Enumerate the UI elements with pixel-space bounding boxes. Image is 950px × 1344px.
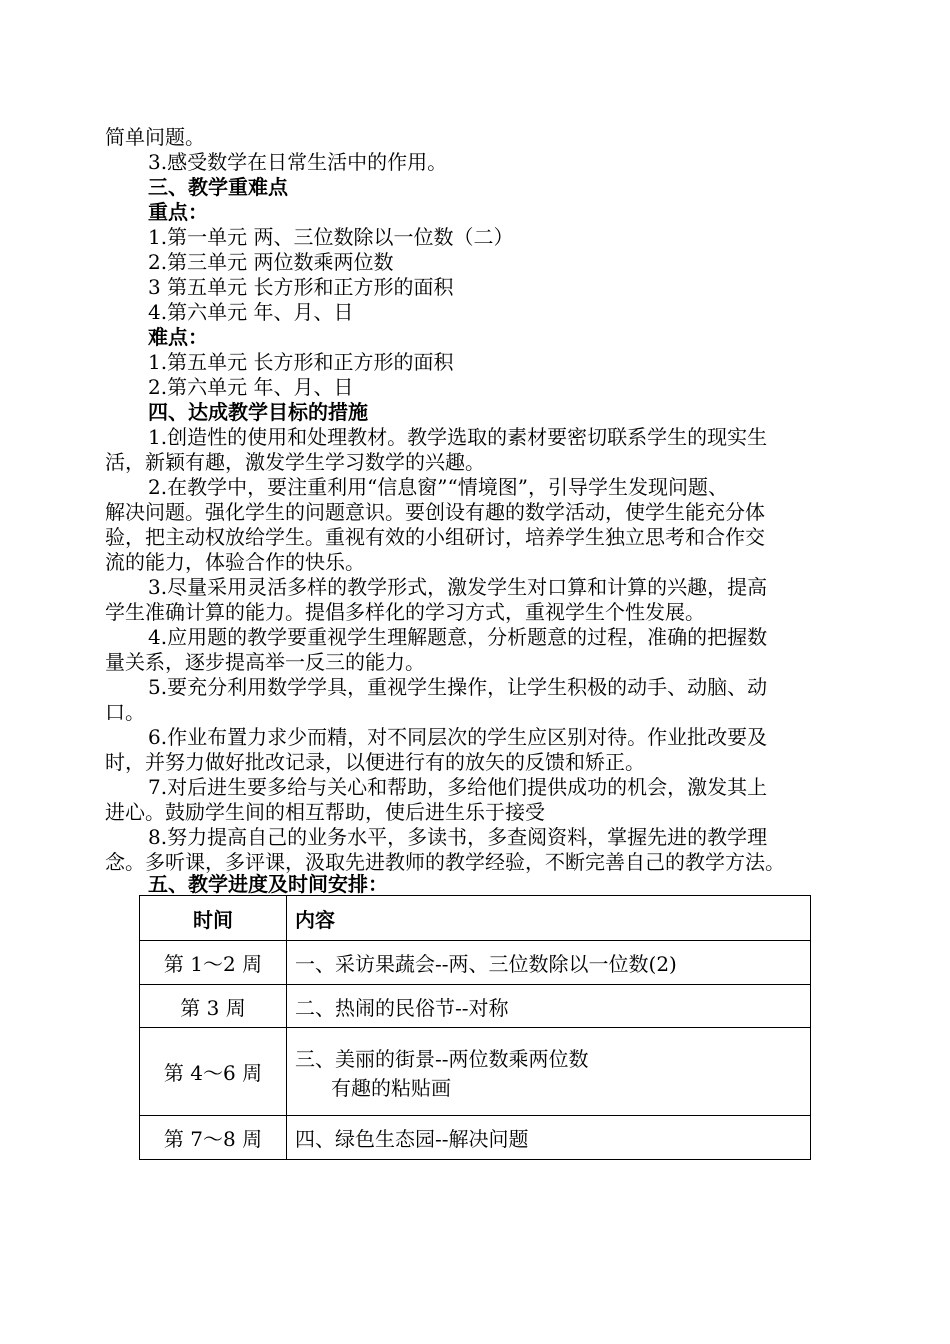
text-line: 6.作业布置力求少而精，对不同层次的学生应区别对待。作业批改要及 [148,725,768,749]
schedule-table [139,895,811,1160]
table-row [140,985,811,1028]
text-line: 7.对后进生要多给与关心和帮助，多给他们提供成功的机会，激发其上 [148,775,768,799]
subheading: 难点： [148,325,208,349]
text-line: 念。多听课，多评课，汲取先进教师的教学经验，不断完善自己的教学方法。 [105,850,785,874]
header-content: 内容 [287,896,811,941]
time-cell: 第 7～8 周 [140,1116,287,1160]
text-line: 2.在教学中，要注重利用“信息窗”“情境图”，引导学生发现问题、 [148,475,728,499]
text-line: 解决问题。强化学生的问题意识。要创设有趣的数学活动，使学生能充分体 [105,500,765,524]
text-line: 1.第一单元 两、三位数除以一位数（二） [148,225,514,249]
section-heading: 五、教学进度及时间安排： [148,872,388,896]
table-row [140,1028,811,1116]
table-header-row [140,896,811,941]
content-cell: 二、热闹的民俗节--对称 [287,985,811,1028]
content-extra: 有趣的粘贴画 [331,1075,451,1100]
time-cell: 第 3 周 [140,985,287,1028]
time-cell: 第 1～2 周 [140,941,287,985]
text-line: 4.应用题的教学要重视学生理解题意，分析题意的过程，准确的把握数 [148,625,768,649]
time-cell: 第 4～6 周 [140,1028,287,1116]
text-line: 5.要充分利用数学学具，重视学生操作，让学生积极的动手、动脑、动 [148,675,768,699]
text-line: 3 第五单元 长方形和正方形的面积 [148,275,454,299]
table-row [140,1116,811,1160]
text-line: 1.创造性的使用和处理教材。教学选取的素材要密切联系学生的现实生 [148,425,768,449]
text-line: 3.感受数学在日常生活中的作用。 [148,150,448,174]
content-cell: 一、采访果蔬会--两、三位数除以一位数(2) [287,941,811,985]
table-row [140,941,811,985]
text-line: 2.第六单元 年、月、日 [148,375,354,399]
text-line: 口。 [105,700,145,724]
section-heading: 四、达成教学目标的措施 [148,400,368,424]
text-line: 学生准确计算的能力。提倡多样化的学习方式，重视学生个性发展。 [105,600,705,624]
text-line: 4.第六单元 年、月、日 [148,300,354,324]
section-heading: 三、教学重难点 [148,175,288,199]
text-line: 进心。鼓励学生间的相互帮助，使后进生乐于接受 [105,800,545,824]
subheading: 重点： [148,200,208,224]
text-line: 活，新颖有趣，激发学生学习数学的兴趣。 [105,450,485,474]
text-line: 简单问题。 [105,125,205,149]
text-line: 2.第三单元 两位数乘两位数 [148,250,394,274]
text-line: 验，把主动权放给学生。重视有效的小组研讨，培养学生独立思考和合作交 [105,525,765,549]
header-time: 时间 [140,896,287,941]
text-line: 1.第五单元 长方形和正方形的面积 [148,350,454,374]
content-cell [287,1028,811,1116]
content-cell: 四、绿色生态园--解决问题 [287,1116,811,1160]
text-line: 量关系，逐步提高举一反三的能力。 [105,650,425,674]
text-line: 3.尽量采用灵活多样的教学形式，激发学生对口算和计算的兴趣，提高 [148,575,768,599]
content-main: 三、美丽的街景--两位数乘两位数 [295,1046,589,1071]
text-line: 8.努力提高自己的业务水平，多读书，多查阅资料，掌握先进的教学理 [148,825,768,849]
text-line: 流的能力，体验合作的快乐。 [105,550,365,574]
text-line: 时，并努力做好批改记录，以便进行有的放矢的反馈和矫正。 [105,750,645,774]
